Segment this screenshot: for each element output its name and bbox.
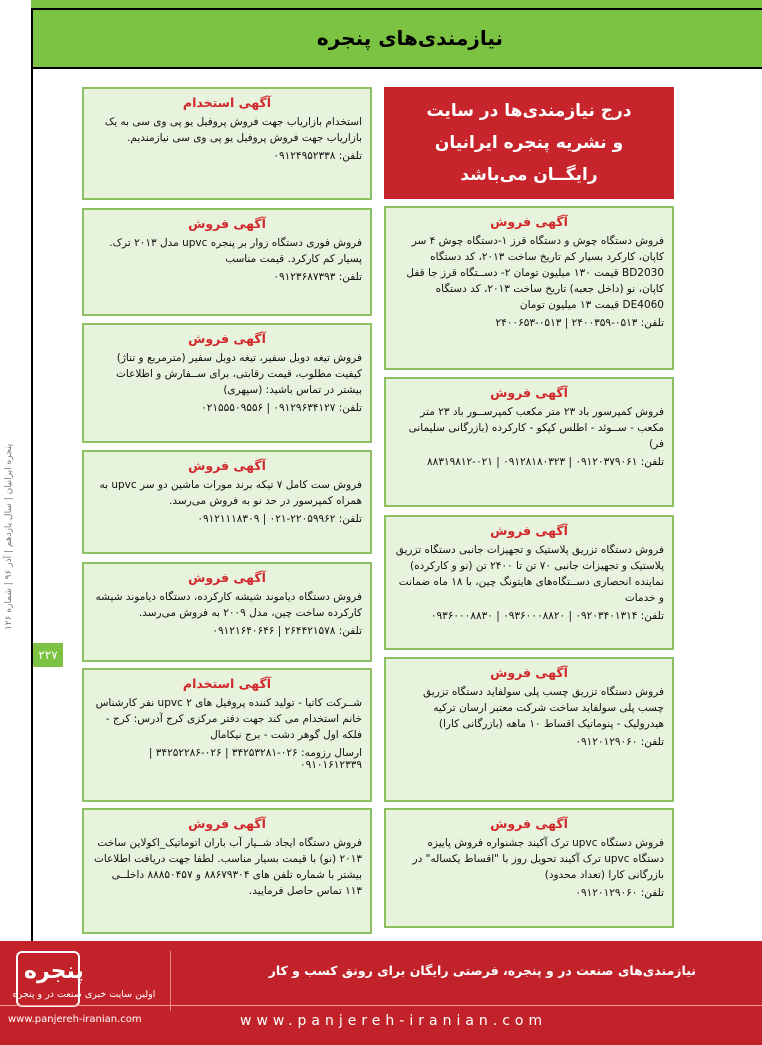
ad-box <box>384 377 674 507</box>
ad-title: آگهی استخدام <box>182 676 272 691</box>
ad-box <box>384 206 674 370</box>
ad-box <box>82 562 372 662</box>
ad-phone: تلفن: ۰۹۱۲۰۱۲۹۰۶۰ <box>575 887 664 899</box>
ad-title: آگهی فروش <box>490 523 568 538</box>
ad-body: فروش دستگاه چوش و دستگاه قرز ۱-دستگاه چوش ۴ سر کاپان، کارکرد بسیار کم تاریخ ساخت ۲۰۱۳، کد دستگاه BD2030 قیمت ۱۳۰ میلیون تومان ۲- دســتگاه قرز جا قفل کاپان، نو (داخل جعبه) تاریخ ساخت ۲۰۱۳، کد دستگاه DE4060 قیمت ۱۳ میلیون تومان <box>406 235 664 311</box>
ad-body: فروش دستگاه تزریق پلاستیک و تجهیزات جانبی دستگاه تزریق پلاستیک و تجهیزات جانبی ۷۰ تن تا ۲۴۰۰ تن (نو و کارکرده) نماینده انحصاری دســتگاه‌های هایتونگ چین، با ۱۸ ماه ضمانت و خدمات <box>395 544 664 604</box>
promo-line-1: درج نیازمندی‌ها در سایت <box>426 101 632 121</box>
ad-box <box>82 450 372 554</box>
issue-info: پنجره ایرانیان | سال یازدهم | آذر ۹۶ | شماره ۱۲۶ <box>4 443 14 631</box>
ad-box <box>384 808 674 928</box>
ad-phone: تلفن: ۰۹۱۲۳۶۸۷۳۹۳ <box>273 271 362 283</box>
ad-box <box>82 87 372 200</box>
footer-banner <box>0 941 762 1045</box>
ad-body: استخدام بازاریاب جهت فروش پروفیل یو پی وی سی به یک بازاریاب جهت فروش پروفیل یو پی وی سی نیازمندیم. <box>104 116 362 144</box>
ad-title: آگهی فروش <box>490 665 568 680</box>
ad-title: آگهی فروش <box>188 816 266 831</box>
ad-title: آگهی فروش <box>188 331 266 346</box>
website-link-small[interactable]: www.panjereh-iranian.com <box>8 1014 142 1025</box>
ad-title: آگهی استخدام <box>182 95 272 110</box>
ad-title: آگهی فروش <box>188 458 266 473</box>
footer-divider <box>170 951 171 1011</box>
ad-phone: تلفن: ۰۹۱۲۹۶۳۴۱۲۷ | ۰۲۱۵۵۵۰۹۵۵۶ <box>201 402 362 414</box>
ad-body: فروش دستگاه ایجاد شــیار آب باران اتوماتیک_اکولاین ساخت ۲۰۱۳ (نو) با قیمت بسیار مناسب. لطفا جهت دریافت اطلاعات بیشتر با شماره تلفن های ۸۸۶۷۹۳۰۴ و ۸۸۸۵۰۴۵۷ داخلــی ۱۱۳ تماس حاصل فرمایید. <box>93 837 362 897</box>
promo-box <box>384 87 674 199</box>
ad-body: شــرکت کاتیا - تولید کننده پروفیل های upvc ۲ نفر کارشناس خانم استخدام می کند جهت دفتر مرکزی کرج آدرس: کرج - فلکه اول گوهر دشت - برج نیکامال <box>95 697 362 741</box>
header-top-rule <box>31 8 762 10</box>
ad-body: فروش دستگاه دیاموند شیشه کارکرده، دستگاه دیاموند شیشه کارکرده ساخت چین، مدل ۲۰۰۹ به فروش می‌رسد. <box>95 591 362 619</box>
header-bottom-rule <box>31 67 762 69</box>
ad-box <box>384 657 674 802</box>
ad-box <box>82 668 372 802</box>
footer-slogan: نیازمندی‌های صنعت در و پنجره، فرصتی رایگان برای رونق کسب و کار <box>268 963 696 978</box>
ad-phone: تلفن: ۲۶۴۴۲۱۵۷۸ | ۰۹۱۲۱۶۴۰۶۴۶ <box>212 625 362 637</box>
ad-phone: تلفن: ۰۹۲۰۳۴۰۱۳۱۴ | ۰۹۳۶۰۰۰۸۸۲۰ | ۰۹۳۶۰۰۰۸۸۳۰ <box>430 610 664 622</box>
ad-body: فروش ست کامل ۷ تیکه برند مورات ماشین دو سر upvc به همراه کمپرسور در حد نو به فروش می‌رسد. <box>99 479 362 507</box>
ad-box <box>82 208 372 316</box>
ad-box <box>384 515 674 650</box>
page-number: ۲۲۷ <box>33 643 63 667</box>
ad-phone: تلفن: ۰۹۱۲۰۳۷۹۰۶۱ | ۰۹۱۲۸۱۸۰۳۲۳ | ۰۲۱-۸۸۳۱۹۸۱۲ <box>427 456 664 468</box>
ad-title: آگهی فروش <box>490 214 568 229</box>
ad-body: فروش تیغه دوبل سفیر، تیغه دوبل سفیر (مترمربع و تناژ) کیفیت مطلوب، قیمت رقابتی، برای ســفارش و اطلاعات بیشتر در تماس باشید: (سپهری) <box>116 352 362 396</box>
page-title: نیازمندی‌های پنجره <box>316 26 504 50</box>
ad-box <box>82 808 372 934</box>
ad-box <box>82 323 372 443</box>
promo-line-2: و نشریه پنجره ایرانیان <box>434 133 624 153</box>
logo-caption: اولین سایت خبری صنعت در و پنجره <box>12 989 156 1000</box>
ad-phone: ارسال رزومه: ۰۲۶-۳۴۲۵۳۲۸۱ | ۰۲۶-۳۴۲۵۲۲۸۶ | ۰۹۱۰۱۶۱۲۳۳۹ <box>148 747 362 771</box>
ad-body: فروش فوری دستگاه زوار بر پنجره upvc مدل ۲۰۱۳ ترک. پسیار کم کارکرد. قیمت مناسب <box>109 237 362 265</box>
ad-phone: تلفن: ۰۹۱۲۴۹۵۲۳۳۸ <box>273 150 362 162</box>
ad-title: آگهی فروش <box>188 216 266 231</box>
ad-title: آگهی فروش <box>490 385 568 400</box>
footer-rule <box>0 1005 762 1006</box>
promo-line-3: رایگــان می‌باشد <box>460 165 598 185</box>
margin-rule <box>31 10 33 1038</box>
ad-phone: تلفن: ۲۲۰۵۹۹۶۲-۰۲۱ | ۰۹۱۲۱۱۱۸۳۰۹ <box>197 513 362 525</box>
ad-phone: تلفن: ۰۹۱۲۰۱۲۹۰۶۰ <box>575 736 664 748</box>
ad-phone: تلفن: ۰۵۱۳-۲۴۰۰۳۵۹ | ۰۵۱۳-۲۴۰۰۶۵۳ <box>495 317 664 329</box>
ad-title: آگهی فروش <box>490 816 568 831</box>
website-link[interactable]: www.panjereh-iranian.com <box>240 1013 548 1029</box>
logo: پنجره <box>24 959 84 984</box>
ad-body: فروش کمپرسور باد ۲۳ متر مکعب کمپرســور باد ۲۳ متر مکعب - ســوئد - اطلس کپکو - کارکرده (بازرگانی سلیمانی فر) <box>408 406 664 450</box>
ad-body: فروش دستگاه تزریق چسب پلی سولفاید دستگاه تزریق چسب پلی سولفاید ساخت شرکت معتبر ارسان ترکیه هیدرولیک - پنوماتیک اقساط ۱۰ ماهه (بازرگانی کارا) <box>423 686 664 730</box>
ad-body: فروش دستگاه upvc ترک آکیند جشنواره فروش پاییزه دستگاه upvc ترک آکیند تحویل روز با "اقساط یکساله" در بازرگانی کارا (تعداد محدود) <box>412 837 664 881</box>
ad-title: آگهی فروش <box>188 570 266 585</box>
